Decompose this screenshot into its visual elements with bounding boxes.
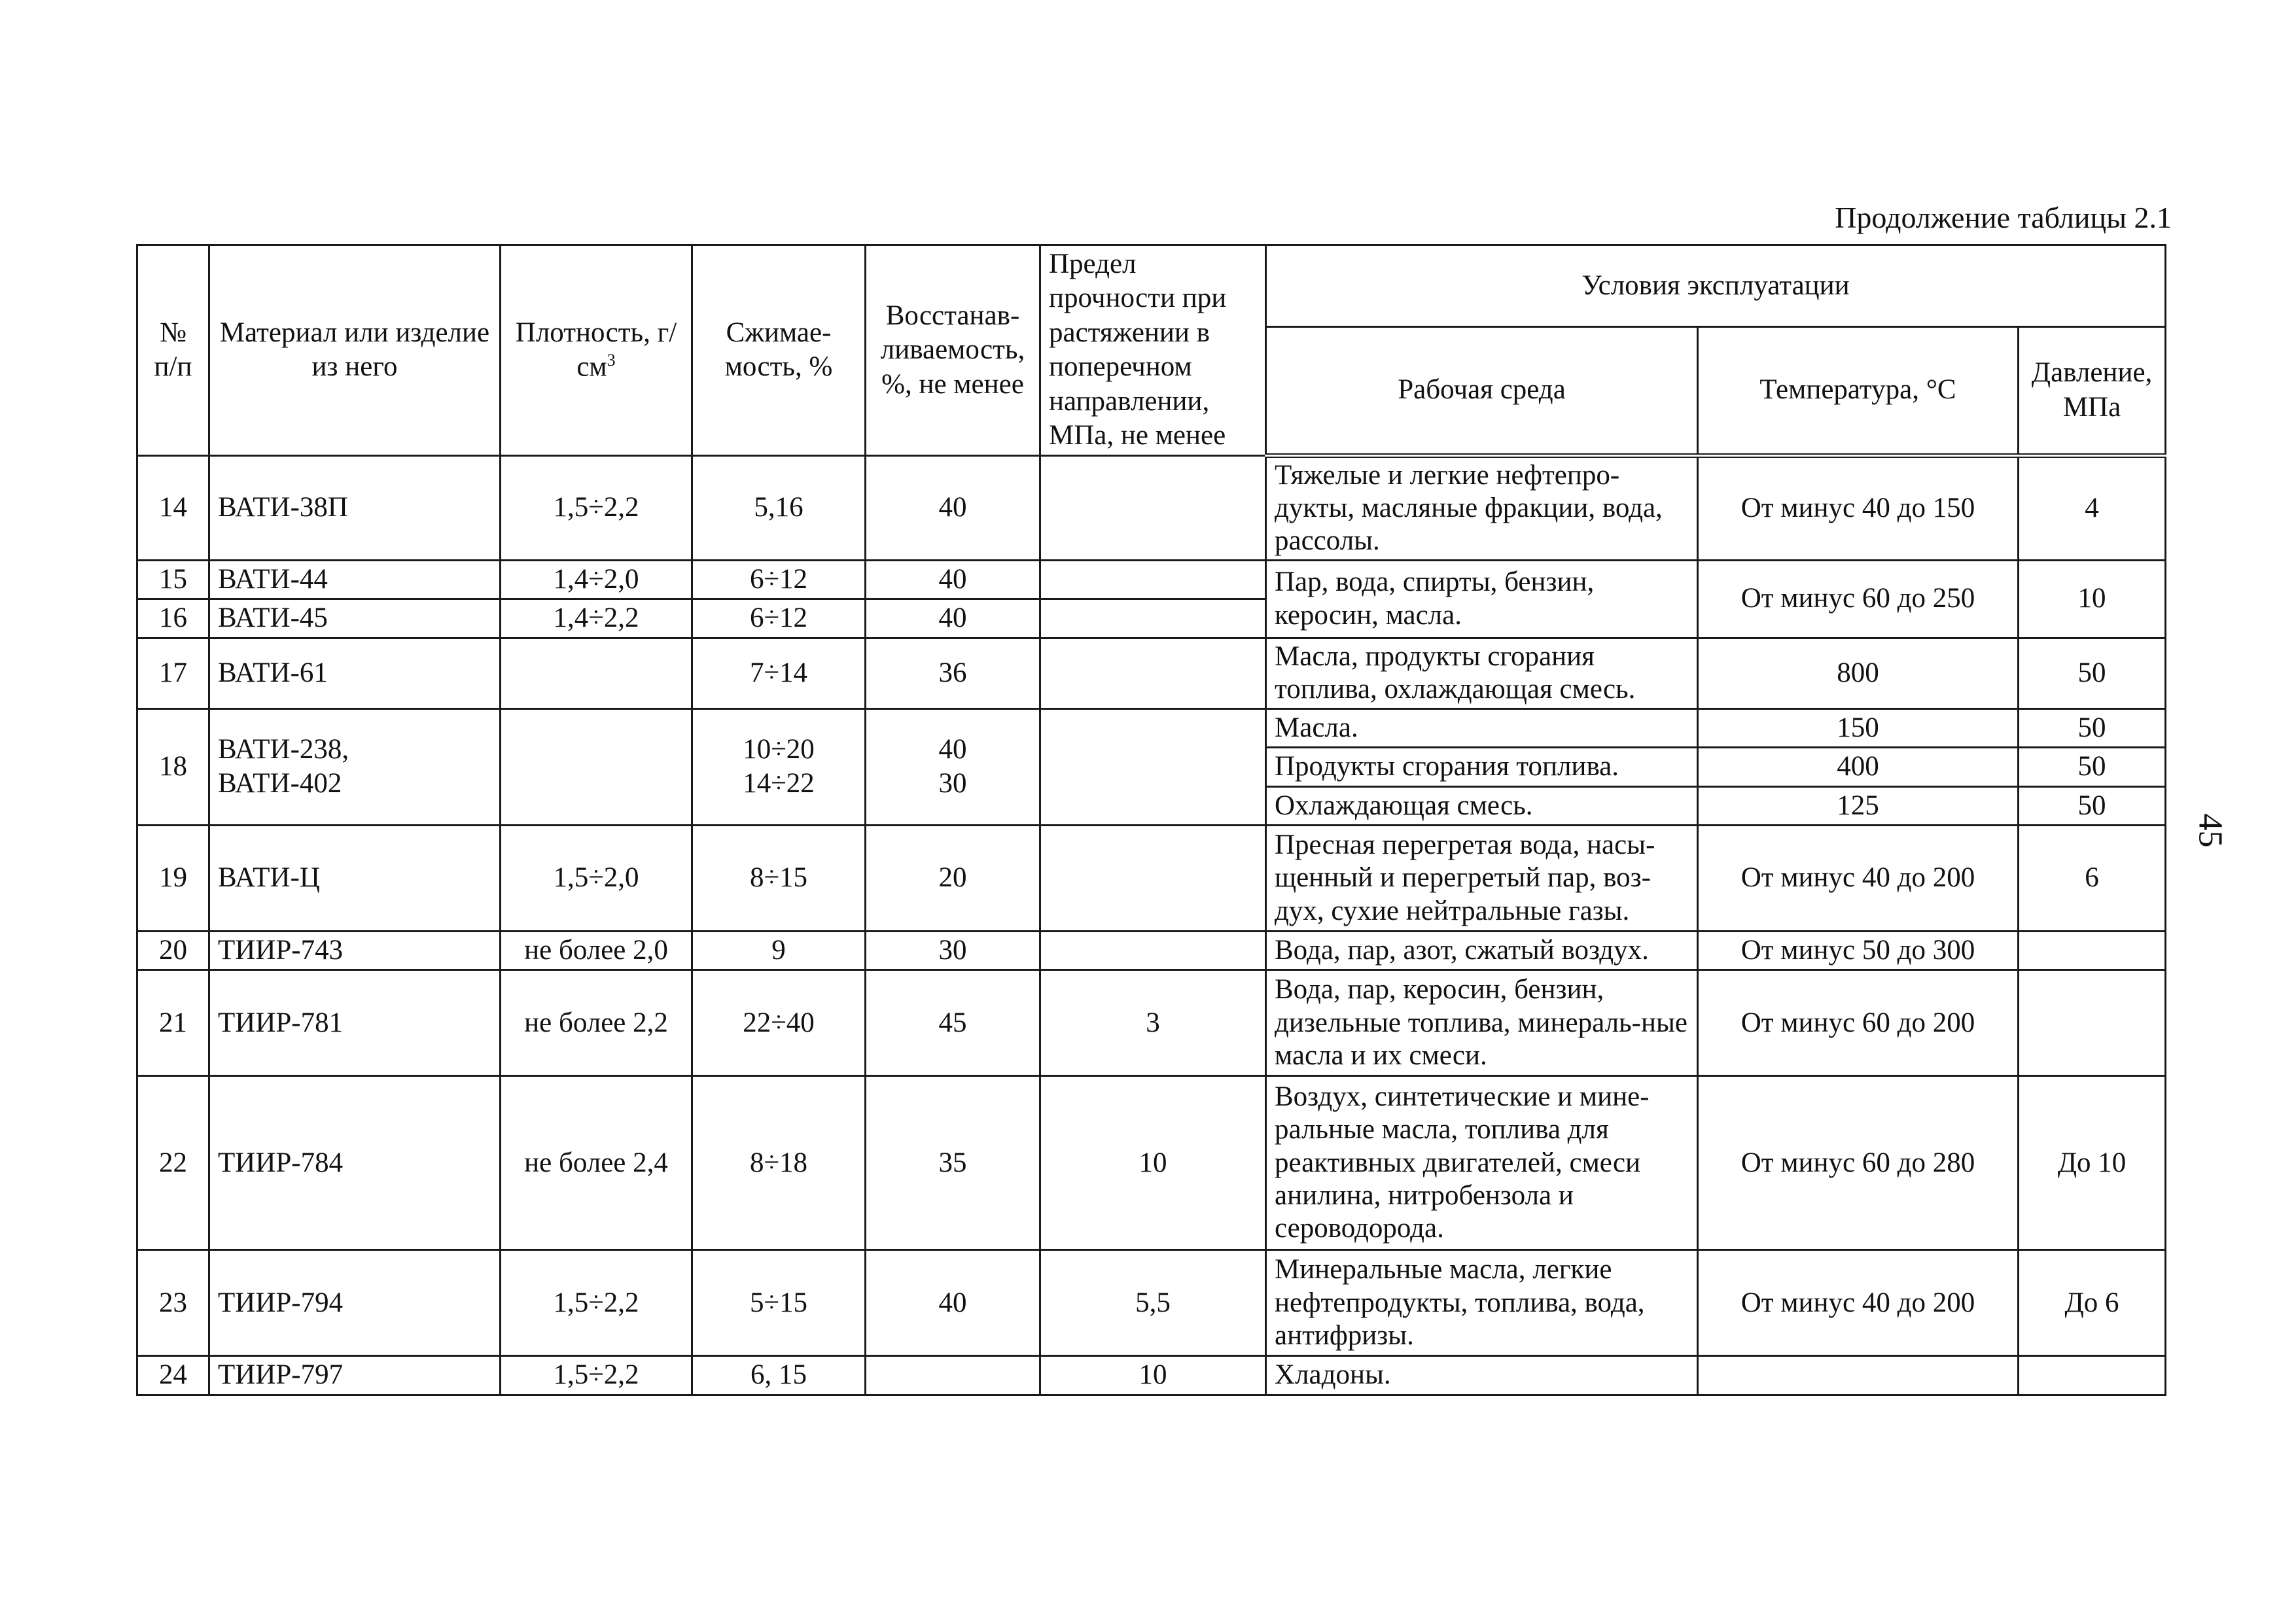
row-recovery: [866, 708, 1040, 825]
row-temperature: От минус 40 до 200: [1698, 1250, 2019, 1356]
row-pressure: [2019, 931, 2166, 969]
row-recovery: [866, 1356, 1040, 1395]
row-recovery: 40: [866, 1250, 1040, 1356]
header-operating-conditions: Условия эксплуатации: [1266, 245, 2166, 327]
row-density: не более 2,4: [501, 1076, 692, 1250]
row-pressure: 6: [2019, 825, 2166, 931]
row-density: [501, 638, 692, 708]
row-strength: 10: [1040, 1356, 1266, 1395]
table-continuation-caption: Продолжение таблицы 2.1: [1835, 201, 2172, 234]
row-pressure: 10: [2019, 560, 2166, 638]
row-recovery: 40: [866, 560, 1040, 599]
row-density: 1,5÷2,0: [501, 825, 692, 931]
row-density: [501, 708, 692, 825]
row-compressibility: 6÷12: [692, 560, 866, 599]
row-recovery: 36: [866, 638, 1040, 708]
row-material: [209, 708, 501, 825]
row-strength: [1040, 560, 1266, 599]
recovery-line: 40: [938, 733, 967, 765]
row-recovery: 35: [866, 1076, 1040, 1250]
table-row: [137, 455, 2166, 560]
row-temperature: 150: [1698, 708, 2019, 747]
row-pressure: До 6: [2019, 1250, 2166, 1356]
table-row: [137, 1356, 2166, 1395]
row-recovery: 30: [866, 931, 1040, 969]
row-num: 24: [137, 1356, 209, 1395]
row-strength: [1040, 931, 1266, 969]
row-temperature: От минус 40 до 200: [1698, 825, 2019, 931]
row-medium: Хладоны.: [1266, 1356, 1698, 1395]
row-compressibility: 6÷12: [692, 599, 866, 638]
row-density: 1,4÷2,0: [501, 560, 692, 599]
row-num: 19: [137, 825, 209, 931]
table-row: [137, 708, 2166, 747]
row-strength: 5,5: [1040, 1250, 1266, 1356]
row-compressibility: 5,16: [692, 455, 866, 560]
row-pressure: [2019, 970, 2166, 1076]
row-medium: Пар, вода, спирты, бензин, керосин, масла.: [1266, 560, 1698, 638]
row-strength: 3: [1040, 970, 1266, 1076]
header-density: Плотность, $г/см^3$: [501, 245, 692, 456]
row-num: 20: [137, 931, 209, 969]
table-row: [137, 825, 2166, 931]
row-medium: Продукты сгорания топлива.: [1266, 748, 1698, 786]
row-strength: [1040, 599, 1266, 638]
row-material: ТИИР-784: [209, 1076, 501, 1250]
table-row: [137, 560, 2166, 599]
header-recovery: Восстанав-ливаемость, %, не менее: [866, 245, 1040, 456]
table-row: [137, 970, 2166, 1076]
material-line: ВАТИ-402: [218, 768, 342, 799]
row-compressibility: 8÷18: [692, 1076, 866, 1250]
table-row: [137, 931, 2166, 969]
row-material: ВАТИ-Ц: [209, 825, 501, 931]
row-density: 1,5÷2,2: [501, 1356, 692, 1395]
row-compressibility: 5÷15: [692, 1250, 866, 1356]
row-num: 16: [137, 599, 209, 638]
row-temperature: От минус 50 до 300: [1698, 931, 2019, 969]
row-num: 22: [137, 1076, 209, 1250]
header-working-medium: Рабочая среда: [1266, 326, 1698, 455]
row-medium: Вода, пар, керосин, бензин, дизельные топлива, минераль-ные масла и их смеси.: [1266, 970, 1698, 1076]
table-row: [137, 1250, 2166, 1356]
row-compressibility: [692, 708, 866, 825]
row-density: не более 2,2: [501, 970, 692, 1076]
header-material: Материал или изделие из него: [209, 245, 501, 456]
row-compressibility: 9: [692, 931, 866, 969]
row-medium: Вода, пар, азот, сжатый воздух.: [1266, 931, 1698, 969]
row-pressure: 50: [2019, 748, 2166, 786]
row-temperature: От минус 60 до 200: [1698, 970, 2019, 1076]
row-density: 1,4÷2,2: [501, 599, 692, 638]
row-pressure: 4: [2019, 455, 2166, 560]
gasket-materials-table: [136, 244, 2166, 1396]
row-material: ВАТИ-44: [209, 560, 501, 599]
row-pressure: До 10: [2019, 1076, 2166, 1250]
row-medium: Масла, продукты сгорания топлива, охлаждающая смесь.: [1266, 638, 1698, 708]
row-strength: [1040, 638, 1266, 708]
row-strength: [1040, 708, 1266, 825]
row-recovery: 20: [866, 825, 1040, 931]
row-temperature: [1698, 1356, 2019, 1395]
row-recovery: 40: [866, 455, 1040, 560]
row-compressibility: 8÷15: [692, 825, 866, 931]
row-num: 15: [137, 560, 209, 599]
row-medium: Масла.: [1266, 708, 1698, 747]
row-temperature: 800: [1698, 638, 2019, 708]
row-num: 23: [137, 1250, 209, 1356]
row-compressibility: 22÷40: [692, 970, 866, 1076]
row-strength: [1040, 825, 1266, 931]
compressibility-line: 10÷20: [743, 733, 815, 765]
header-compressibility: Сжимае-мость, %: [692, 245, 866, 456]
row-strength: [1040, 455, 1266, 560]
row-num: 21: [137, 970, 209, 1076]
header-num: № п/п: [137, 245, 209, 456]
row-compressibility: 7÷14: [692, 638, 866, 708]
row-num: 14: [137, 455, 209, 560]
row-pressure: [2019, 1356, 2166, 1395]
row-material: ВАТИ-45: [209, 599, 501, 638]
row-density: не более 2,0: [501, 931, 692, 969]
row-material: ВАТИ-38П: [209, 455, 501, 560]
material-line: ВАТИ-238,: [218, 733, 349, 765]
header-temperature: Температура, °С: [1698, 326, 2019, 455]
row-material: ТИИР-794: [209, 1250, 501, 1356]
row-medium: Пресная перегретая вода, насы-щенный и перегретый пар, воз-дух, сухие нейтральные газы.: [1266, 825, 1698, 931]
row-material: ТИИР-743: [209, 931, 501, 969]
page-number: 45: [2191, 813, 2229, 848]
row-material: ТИИР-797: [209, 1356, 501, 1395]
row-temperature: 400: [1698, 748, 2019, 786]
row-pressure: 50: [2019, 638, 2166, 708]
row-strength: 10: [1040, 1076, 1266, 1250]
row-density: 1,5÷2,2: [501, 1250, 692, 1356]
compressibility-line: 14÷22: [743, 768, 815, 799]
row-medium: Воздух, синтетические и мине-ральные масла, топлива для реактивных двигателей, смеси анилина, нитробензола и сероводорода.: [1266, 1076, 1698, 1250]
row-pressure: 50: [2019, 786, 2166, 825]
row-temperature: 125: [1698, 786, 2019, 825]
row-recovery: 40: [866, 599, 1040, 638]
row-temperature: От минус 40 до 150: [1698, 455, 2019, 560]
row-density: 1,5÷2,2: [501, 455, 692, 560]
row-medium: Тяжелые и легкие нефтепро-дукты, масляные фракции, вода, рассолы.: [1266, 455, 1698, 560]
table-row: [137, 1076, 2166, 1250]
row-temperature: От минус 60 до 250: [1698, 560, 2019, 638]
row-medium: Минеральные масла, легкие нефтепродукты, топлива, вода, антифризы.: [1266, 1250, 1698, 1356]
row-compressibility: 6, 15: [692, 1356, 866, 1395]
header-tensile-strength: Предел прочности при растяжении в поперечном направлении, МПа, не менее: [1040, 245, 1266, 456]
header-pressure: Давление, МПа: [2019, 326, 2166, 455]
row-material: ТИИР-781: [209, 970, 501, 1076]
row-medium: Охлаждающая смесь.: [1266, 786, 1698, 825]
row-num: 17: [137, 638, 209, 708]
row-recovery: 45: [866, 970, 1040, 1076]
recovery-line: 30: [938, 768, 967, 799]
row-num: 18: [137, 708, 209, 825]
row-temperature: От минус 60 до 280: [1698, 1076, 2019, 1250]
row-pressure: 50: [2019, 708, 2166, 747]
table-row: [137, 638, 2166, 708]
row-material: ВАТИ-61: [209, 638, 501, 708]
